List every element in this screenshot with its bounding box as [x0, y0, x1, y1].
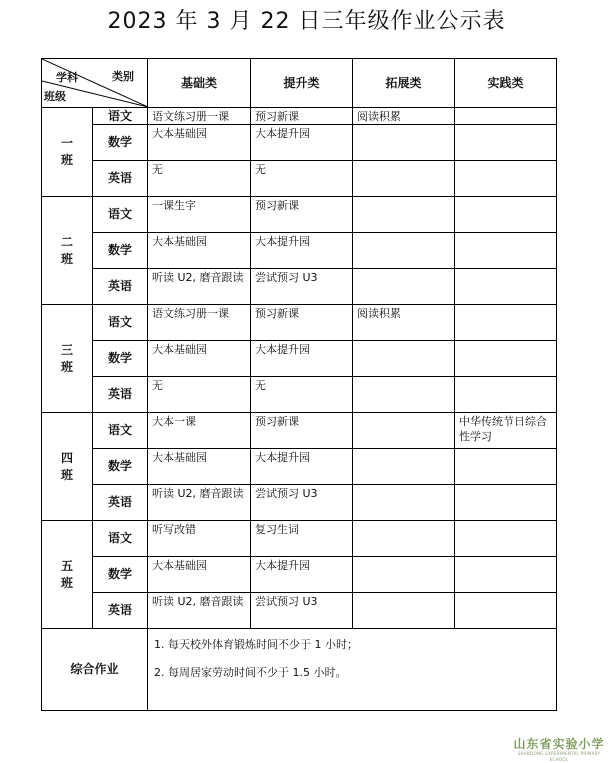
basic-homework-cell: 语文练习册一课 [148, 305, 251, 341]
improve-homework-cell: 大本提升园 [251, 449, 353, 485]
subject-cell: 数学 [93, 449, 148, 485]
subject-cell: 语文 [93, 413, 148, 449]
table-row [42, 108, 557, 125]
practice-homework-cell [455, 593, 557, 629]
school-logo-name: 山东省实验小学 [513, 737, 605, 751]
subject-cell: 数学 [93, 557, 148, 593]
expand-homework-cell [353, 377, 455, 413]
table-row [42, 305, 557, 341]
expand-homework-cell [353, 593, 455, 629]
subject-cell: 英语 [93, 377, 148, 413]
table-row [42, 125, 557, 161]
basic-homework-cell: 无 [148, 377, 251, 413]
table-row [42, 485, 557, 521]
table-row [42, 413, 557, 449]
practice-homework-cell [455, 557, 557, 593]
basic-homework-cell: 大本基础园 [148, 341, 251, 377]
basic-homework-cell: 大本基础园 [148, 449, 251, 485]
subject-cell: 数学 [93, 125, 148, 161]
practice-homework-cell [455, 108, 557, 125]
practice-homework-cell [455, 449, 557, 485]
basic-homework-cell: 大本一课 [148, 413, 251, 449]
basic-homework-cell: 大本基础园 [148, 557, 251, 593]
class-name-cell [42, 197, 93, 305]
comprehensive-item: 1. 每天校外体育锻炼时间不少于 1 小时； [154, 638, 358, 651]
class-name: 五班 [60, 558, 73, 590]
column-header-improve: 提升类 [251, 59, 353, 108]
expand-homework-cell [353, 269, 455, 305]
improve-homework-cell: 无 [251, 161, 353, 197]
table-row [42, 269, 557, 305]
subject-cell: 英语 [93, 485, 148, 521]
school-logo [511, 737, 607, 761]
expand-homework-cell [353, 557, 455, 593]
class-label: 班级 [44, 90, 66, 103]
practice-homework-cell [455, 161, 557, 197]
comprehensive-item: 2. 每周居家劳动时间不少于 1.5 小时。 [154, 666, 347, 679]
basic-homework-cell: 大本基础园 [148, 125, 251, 161]
table-row [42, 233, 557, 269]
class-name: 二班 [60, 234, 73, 266]
basic-homework-cell: 无 [148, 161, 251, 197]
expand-homework-cell [353, 125, 455, 161]
table-row [42, 161, 557, 197]
subject-cell: 英语 [93, 593, 148, 629]
expand-homework-cell: 阅读积累 [353, 108, 455, 125]
table-row [42, 341, 557, 377]
practice-homework-cell [455, 233, 557, 269]
class-name: 一班 [60, 136, 73, 167]
subject-cell: 语文 [93, 108, 148, 125]
improve-homework-cell: 大本提升园 [251, 233, 353, 269]
improve-homework-cell: 大本提升园 [251, 557, 353, 593]
expand-homework-cell: 阅读积累 [353, 305, 455, 341]
column-header-basic: 基础类 [148, 59, 251, 108]
table-row [42, 377, 557, 413]
school-logo-subtitle: SHANDONG EXPERIMENTAL PRIMARY SCHOOL [517, 751, 601, 762]
practice-homework-cell [455, 485, 557, 521]
class-name-cell [42, 413, 93, 521]
expand-homework-cell [353, 197, 455, 233]
homework-table [41, 58, 557, 711]
practice-homework-cell [455, 197, 557, 233]
improve-homework-cell: 预习新课 [251, 413, 353, 449]
improve-homework-cell: 复习生词 [251, 521, 353, 557]
practice-homework-cell [455, 341, 557, 377]
basic-homework-cell: 听读 U2, 磨音跟读 [148, 269, 251, 305]
table-row [42, 521, 557, 557]
subject-cell: 语文 [93, 521, 148, 557]
practice-homework-cell [455, 269, 557, 305]
class-name: 三班 [60, 342, 73, 374]
practice-homework-cell [455, 305, 557, 341]
expand-homework-cell [353, 413, 455, 449]
subject-cell: 数学 [93, 341, 148, 377]
table-row [42, 557, 557, 593]
practice-homework-cell: 中华传统节日综合性学习 [455, 413, 557, 449]
practice-homework-cell [455, 125, 557, 161]
basic-homework-cell: 语文练习册一课 [148, 108, 251, 125]
practice-homework-cell [455, 377, 557, 413]
table-row [42, 449, 557, 485]
expand-homework-cell [353, 233, 455, 269]
improve-homework-cell: 预习新课 [251, 305, 353, 341]
homework-table-wrapper [41, 58, 556, 710]
improve-homework-cell: 预习新课 [251, 197, 353, 233]
basic-homework-cell: 听写改错 [148, 521, 251, 557]
practice-homework-cell [455, 521, 557, 557]
expand-homework-cell [353, 485, 455, 521]
expand-homework-cell [353, 449, 455, 485]
class-name-cell [42, 521, 93, 629]
basic-homework-cell: 大本基础园 [148, 233, 251, 269]
diagonal-header-cell [42, 59, 148, 108]
column-header-practice: 实践类 [455, 59, 557, 108]
header-row [42, 59, 557, 108]
category-label: 类别 [112, 70, 134, 83]
page-title: 2023 年 3 月 22 日三年级作业公示表 [107, 9, 506, 34]
comprehensive-row [42, 629, 557, 711]
comprehensive-label: 综合作业 [42, 629, 148, 711]
expand-homework-cell [353, 161, 455, 197]
class-name-cell [42, 305, 93, 413]
subject-cell: 英语 [93, 161, 148, 197]
improve-homework-cell: 尝试预习 U3 [251, 485, 353, 521]
improve-homework-cell: 预习新课 [251, 108, 353, 125]
improve-homework-cell: 大本提升园 [251, 341, 353, 377]
expand-homework-cell [353, 341, 455, 377]
subject-cell: 语文 [93, 197, 148, 233]
improve-homework-cell: 尝试预习 U3 [251, 593, 353, 629]
subject-cell: 数学 [93, 233, 148, 269]
comprehensive-content [148, 629, 557, 711]
table-row [42, 593, 557, 629]
class-name: 四班 [60, 450, 73, 482]
improve-homework-cell: 无 [251, 377, 353, 413]
improve-homework-cell: 大本提升园 [251, 125, 353, 161]
class-name-cell [42, 108, 93, 197]
basic-homework-cell: 一课生字 [148, 197, 251, 233]
subject-label: 学科 [56, 71, 78, 84]
expand-homework-cell [353, 521, 455, 557]
table-row [42, 197, 557, 233]
improve-homework-cell: 尝试预习 U3 [251, 269, 353, 305]
basic-homework-cell: 听读 U2, 磨音跟读 [148, 593, 251, 629]
basic-homework-cell: 听读 U2, 磨音跟读 [148, 485, 251, 521]
subject-cell: 语文 [93, 305, 148, 341]
column-header-expand: 拓展类 [353, 59, 455, 108]
subject-cell: 英语 [93, 269, 148, 305]
